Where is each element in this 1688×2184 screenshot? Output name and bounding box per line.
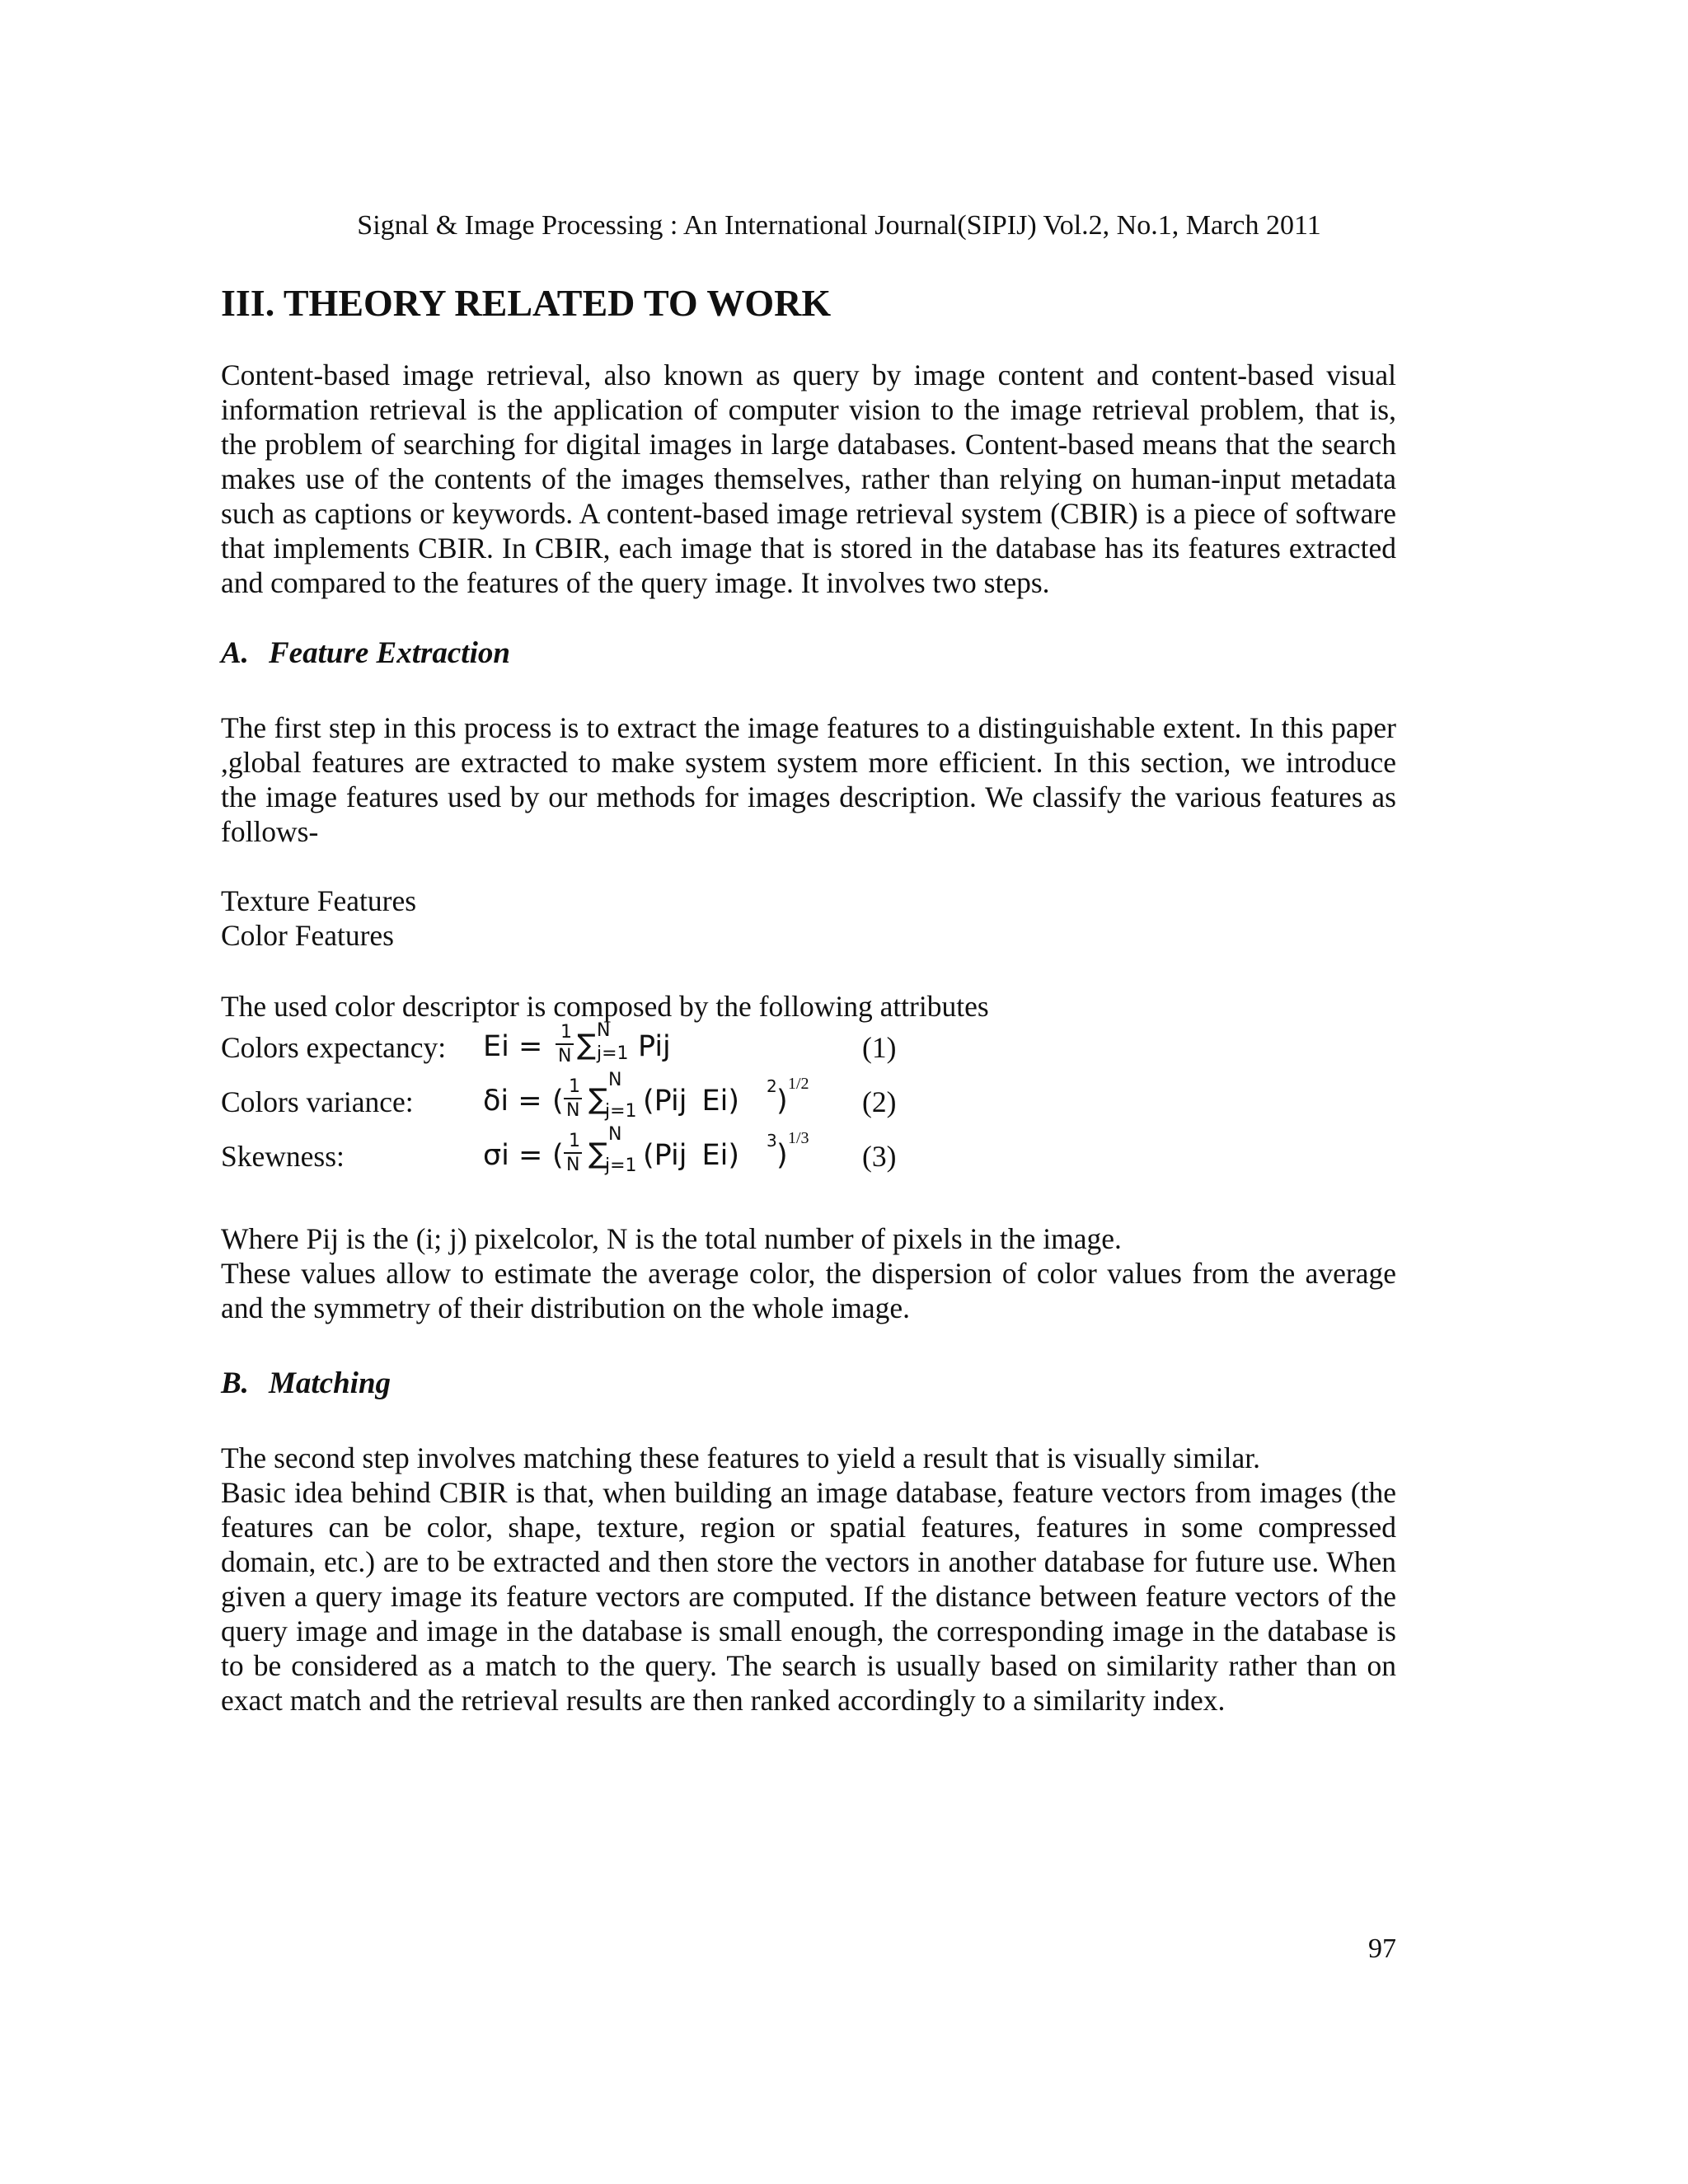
subsection-b-title: Matching [269, 1366, 392, 1400]
intro-paragraph: Content-based image retrieval, also known as query by image content and content-based visual information retrieval is the application of computer vision to the image retrieval problem, that is, the problem of searching for digital images in large databases. Content-based means that the search makes use of the contents of the images themselves, rather than relying on human-input metadata such as captions or keywords. A content-based image retrieval system (CBIR) is a piece of software that implements CBIR. In CBIR, each image that is stored in the database has its features extracted and compared to the features of the query image. It involves two steps. [221, 359, 1396, 599]
subsection-a-letter: A. [221, 636, 249, 670]
feature-extraction-paragraph: The first step in this process is to extract the image features to a distinguishable extent. In this paper ,global features are extracted to make system system more efficient. In this section, we introduce the image features used by our methods for images description. We classify the various features as follows- [221, 711, 1396, 848]
page-number: 97 [1368, 1933, 1396, 1964]
sigma-sum: ∑ [588, 1083, 607, 1116]
sigma-sum: ∑ [577, 1029, 596, 1062]
equation-row-3 [221, 1124, 1396, 1179]
equation-label: Colors variance: [221, 1085, 414, 1118]
fraction-numerator: 1 [569, 1076, 580, 1097]
equation-row-2 [221, 1070, 1396, 1124]
subsection-a-heading [221, 635, 1396, 673]
equation-body: (Pij Ei) [643, 1139, 740, 1172]
matching-first-line: The second step involves matching these features to yield a result that is visually similar. [221, 1441, 1260, 1474]
fraction-denominator: N [566, 1100, 580, 1121]
section-title: III. THEORY RELATED TO WORK [221, 282, 832, 324]
equation-lhs: Ei = [483, 1030, 543, 1063]
equation-body: (Pij Ei) [643, 1085, 740, 1118]
equation-label: Skewness: [221, 1140, 345, 1173]
open-paren: ( [552, 1085, 564, 1118]
equation-lhs: δi = [483, 1085, 542, 1118]
equation-number: (1) [862, 1031, 897, 1064]
equation-formula [483, 1070, 862, 1124]
equation-formula [483, 1020, 862, 1070]
fraction-bar [564, 1098, 582, 1099]
sum-upper-limit: N [597, 1020, 611, 1041]
inner-exponent: 2 [767, 1076, 777, 1096]
outer-exponent: 1/3 [788, 1129, 809, 1147]
fraction-numerator: 1 [569, 1131, 580, 1151]
sum-upper-limit: N [608, 1070, 622, 1090]
equation-formula [483, 1124, 862, 1179]
list-item-texture: Texture Features [221, 884, 417, 917]
subsection-b-letter: B. [221, 1366, 249, 1400]
sum-lower-limit: j=1 [605, 1155, 637, 1176]
open-paren: ( [552, 1139, 564, 1172]
sum-lower-limit: j=1 [597, 1043, 629, 1064]
fraction-denominator: N [566, 1155, 580, 1175]
close-paren: ) [776, 1085, 788, 1118]
inner-exponent: 3 [767, 1131, 777, 1151]
sum-lower-limit: j=1 [605, 1101, 637, 1122]
list-item-color: Color Features [221, 919, 395, 952]
equation-number: (2) [862, 1085, 897, 1118]
fraction-bar [556, 1043, 574, 1045]
subsection-a-title: Feature Extraction [269, 636, 510, 670]
sum-upper-limit: N [608, 1124, 622, 1145]
close-paren: ) [776, 1139, 788, 1172]
equation-label: Colors expectancy: [221, 1031, 447, 1064]
equation-number: (3) [862, 1140, 897, 1173]
equation-row-1 [221, 1020, 1396, 1070]
equation-body: Pij [638, 1030, 671, 1063]
values-paragraph: These values allow to estimate the average color, the dispersion of color values from the average and the symmetry of their distribution on the whole image. [221, 1257, 1396, 1324]
fraction-denominator: N [558, 1046, 572, 1066]
equation-lhs: σi = [483, 1139, 543, 1172]
running-head: Signal & Image Processing : An International Journal(SIPIJ) Vol.2, No.1, March 2011 [357, 210, 1321, 241]
where-line: Where Pij is the (i; j) pixelcolor, N is the total number of pixels in the image. [221, 1222, 1122, 1255]
fraction-bar [564, 1152, 582, 1154]
descriptor-intro: The used color descriptor is composed by the following attributes [221, 990, 989, 1023]
outer-exponent: 1/2 [788, 1075, 809, 1093]
matching-paragraph: Basic idea behind CBIR is that, when building an image database, feature vectors from images (the features can be color, shape, texture, region or spatial features, features in some compressed domain, etc.) are to be extracted and then store the vectors in another database for future use. When given a query image its feature vectors are computed. If the distance between feature vectors of the query image and image in the database is small enough, the corresponding image in the database is to be considered as a match to the query. The search is usually based on similarity rather than on exact match and the retrieval results are then ranked accordingly to a similarity index. [221, 1476, 1396, 1717]
subsection-b-heading [221, 1365, 1396, 1403]
fraction-numerator: 1 [560, 1022, 572, 1043]
sigma-sum: ∑ [588, 1137, 607, 1170]
